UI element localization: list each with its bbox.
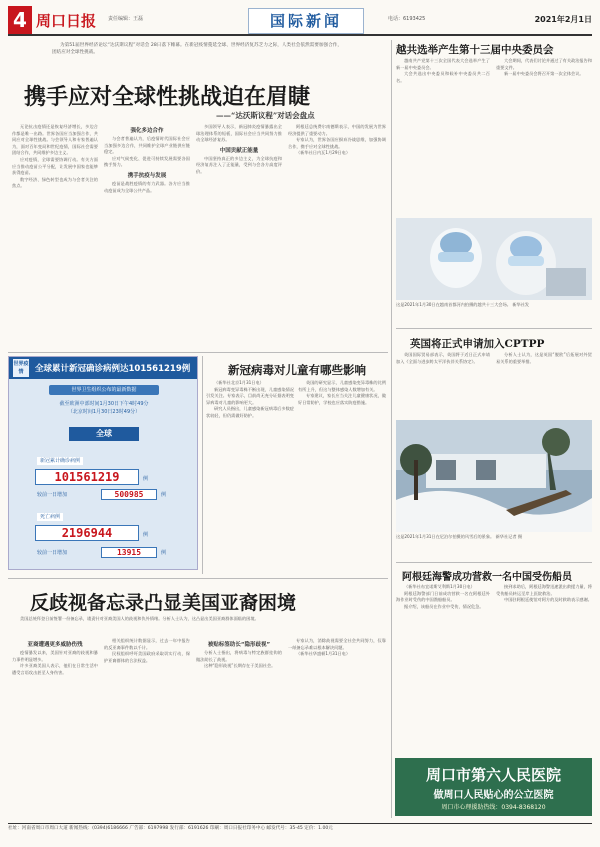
- daily-death-label: 较前一日增加: [37, 550, 68, 556]
- argentina-column-2: 接到求助后，阿根廷海警迅速派出救援力量，将受伤船员转运至岸上医院救治。 中国驻阿根廷使馆对阿方的及时救助表示感谢。: [496, 584, 592, 603]
- variant-column-1: （新华社北京1月31日电） 新冠病毒变异毒株不断出现，儿童感染情况引发关注。专家表示，目前尚无充分证据表明变异病毒对儿童的影响更大。 研究人员指出，儿童感染新冠病毒后多数症状较轻，但仍需做好防护。: [206, 380, 294, 418]
- column-rule: [391, 40, 392, 818]
- asian-column-4: 专家认为，消除歧视需要全社会共同努力，仅靠一纸备忘录难以根本解决问题。 （新华社华盛顿1月31日电）: [288, 638, 386, 657]
- section-title: 国际新闻: [248, 8, 364, 34]
- vietnam-headline: 越共选举产生第十三届中央委员会: [396, 44, 554, 56]
- uk-photo: [396, 420, 592, 532]
- asian-intro: 美国总统拜登日前签署一份备忘录，谴责针对亚裔美国人的歧视和仇外情绪。分析人士认为，这凸显出美国亚裔群体面临的困境。: [20, 616, 259, 621]
- time-line-cet: 截至欧洲中部时间1月30日下午4时49分: [59, 401, 149, 407]
- lead-headline: 携手应对全球性挑战迫在眉睫: [24, 84, 311, 110]
- daily-death-unit: 例: [161, 550, 167, 556]
- vietnam-column-1: 越南共产党第十三次全国代表大会选举产生了新一届中央委员会。 大会共选出中央委员和候补中央委员共二百名。: [396, 58, 490, 83]
- page-header: [8, 6, 592, 36]
- daily-death-count: 13915: [101, 547, 157, 558]
- story-divider: [396, 562, 592, 563]
- lead-dek: ——“达沃斯议程”对话会盘点: [216, 111, 315, 120]
- confirmed-label: 新冠累计确诊病例: [37, 457, 83, 465]
- asian-column-3: 被贴标签助长“隐形歧视” 分析人士指出，将病毒与特定族群挂钩的做法助长了歧视。 这种“隐形歧视”长期存在于美国社会。: [196, 642, 282, 669]
- death-label: 死亡病例: [37, 513, 63, 521]
- covid-stats-box: [8, 356, 198, 570]
- vietnam-photo: [396, 218, 592, 300]
- lead-intro: 为第51届世界经济论坛“达沃斯议程”对话会 28日落下帷幕。在新冠疫情蔓延全球、世界经济复苏乏力之际，人类社会依然需要加强合作，团结应对全球性挑战。: [52, 43, 342, 55]
- medical-worker-photo: [396, 218, 592, 300]
- story-divider: [8, 352, 388, 353]
- lead-column-3: 多国领导人表示，新冠肺炎疫情暴露出全球治理体系的短板，国际社会应当共同努力推动全球经济复苏。 中国贡献正能量 中国坚持真正的多边主义，为全球抗疫和经济复苏注入了正能量，受到与会各方高度评价。: [196, 124, 282, 174]
- page-footer: 社址：河南省周口市周口大道 新闻热线：(0394)6186666 广告部：6197998 发行部：6191626 印刷：周口日报社印务中心 邮发代号：35-45 定价：1.00元: [8, 823, 592, 843]
- vietnam-column-2: 大会期间，代表们讨论并通过了有关政治报告和重要文件。 新一届中央委员会将召开第一次全体会议。: [496, 58, 592, 77]
- death-count: 2196944: [35, 525, 139, 541]
- snow-landscape-photo: [396, 420, 592, 532]
- story-divider: [8, 578, 388, 579]
- editor-info: 责任编辑：王磊: [108, 16, 144, 22]
- confirmed-count: 101561219: [35, 469, 139, 485]
- uk-column-1: 英国国际贸易部表示，英国将于近日正式申请加入《全面与进步跨太平洋伙伴关系协定》。: [396, 352, 490, 364]
- asian-column-1: 亚裔遭遇更多威胁伤残 疫情暴发以来，美国针对亚裔的歧视和暴力事件明显增多。 许多亚裔美国人表示，他们在日常生活中遭受言语攻击甚至人身伤害。: [12, 642, 98, 675]
- uk-caption: 这是2021年1月31日在尼泊尔拍摄的风雪后的景象。 新华社记者 摄: [396, 534, 523, 539]
- paper-name: 周口日报: [36, 12, 97, 30]
- global-label: 全球: [69, 427, 139, 441]
- ad-hotline: 周口市心理援助热线：0394-8368120: [441, 804, 546, 811]
- page-number: 4: [8, 6, 32, 34]
- ad-slogan: 做周口人民贴心的公立医院: [433, 790, 554, 801]
- argentina-column-1: （新华社布宜诺斯艾利斯1月30日电） 阿根廷海警部门日前成功营救一名在阿根廷外海作业时受伤的中国渔船船员。 据介绍，该船员在作业中受伤，情况危急。: [396, 584, 490, 609]
- asian-column-2: 相关组织统计数据显示，过去一年中报告的反亚裔事件数以千计。 民权组织呼吁美国政府采取切实行动，保护亚裔群体的合法权益。: [104, 638, 190, 663]
- column-rule: [202, 356, 203, 574]
- covid-box-banner: [9, 357, 197, 379]
- asian-headline: 反歧视备忘录凸显美国亚裔困境: [30, 592, 297, 614]
- time-line-beijing: （北京时间1月30日23时49分）: [67, 409, 141, 415]
- story-divider: [396, 328, 592, 329]
- variant-column-2: 英国的研究显示，儿童感染变异毒株的比例有所上升，但这与整体感染人数增加有关。 专家建议，家长应当关注儿童健康状况，做好日常防护，学校也应落实防疫措施。: [298, 380, 386, 405]
- covid-box-tag: 世界疫情: [13, 361, 29, 375]
- death-unit: 例: [143, 532, 149, 538]
- variant-headline: 新冠病毒对儿童有哪些影响: [228, 363, 366, 377]
- extra-info: 电话：6193425: [388, 16, 426, 22]
- who-source-pill: 世界卫生组织公布的最新数据: [49, 385, 159, 395]
- vietnam-caption: 这是2021年1月30日在越南首都河内拍摄的越共十三大会场。 新华社发: [396, 302, 530, 307]
- lead-column-2: 强化多边合作 与会者普遍认为，后疫情时代国际社会应当加强多边合作，共同维护全球产业链供应链稳定。 应对气候变化、促进可持续发展需要各国携手努力。 携手抗疫与发展 疫苗是战胜疫情的有力武器。各方应当推动疫苗成为全球公共产品。: [104, 128, 190, 193]
- lead-column-1: 无论抗击疫情还是恢复经济增长，多边合作都是唯一出路。世界各国应当加强合作，共同应对全球性挑战。与会领导人和专家普遍认为，面对百年变局和世纪疫情，国际社会需要团结合作，共同维护多边主义。 应对疫情，全球需要协调行动。有关方面应当推动疫苗公平分配，让发展中国家也能够获得疫苗。 数字经济、绿色转型也成为与会者关注的焦点。: [12, 124, 98, 189]
- uk-column-2: 分析人士认为，这是英国“脱欧”后拓展对外贸易关系的重要举措。: [496, 352, 592, 364]
- lead-column-4: 阿根廷总统费尔南德斯表示，中国的发展为世界经济提供了重要动力。 专家认为，世界各国应摒弃冷战思维，加强协调合作，携手应对全球性挑战。 （新华社日内瓦1月29日电）: [288, 124, 386, 156]
- daily-new-label: 较前一日增加: [37, 492, 68, 498]
- issue-date: 2021年2月1日: [534, 15, 592, 24]
- hospital-advertisement: [395, 758, 592, 816]
- argentina-headline: 阿根廷海警成功营救一名中国受伤船员: [402, 572, 572, 583]
- daily-new-unit: 例: [161, 492, 167, 498]
- ad-hospital-name: 周口市第六人民医院: [425, 766, 561, 784]
- daily-new-count: 500985: [101, 489, 157, 500]
- confirmed-unit: 例: [143, 476, 149, 482]
- uk-headline: 英国将正式申请加入CPTPP: [410, 338, 545, 350]
- covid-box-title: 全球累计新冠确诊病例达101561219例: [35, 364, 191, 374]
